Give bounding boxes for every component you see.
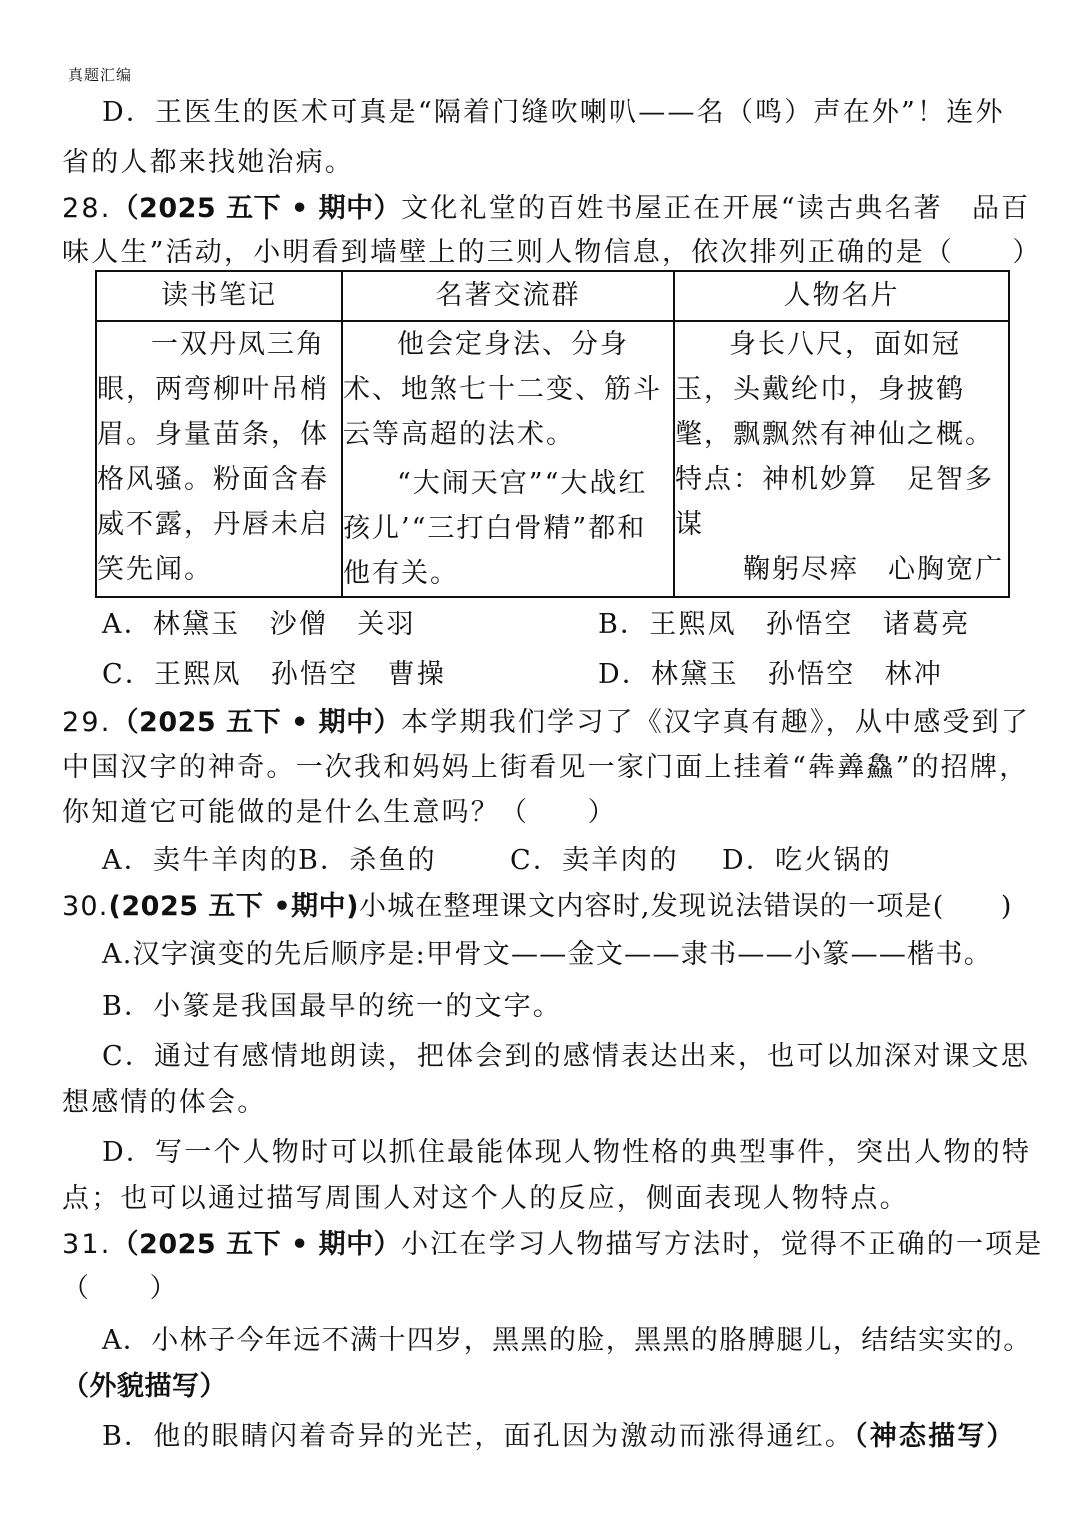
q28-stem-line1 — [62, 186, 1030, 225]
q31-tag: （2025 五下 • 期中） — [111, 1229, 402, 1260]
q31-option-b-tag: （神态描写） — [854, 1421, 1016, 1452]
reading-notes-text: 一双丹凤三角眼，两弯柳叶吊梢眉。身量苗条，体格风骚。粉面含春威不露，丹唇未启笑先闻。 — [97, 329, 329, 585]
q29-stem-line1 — [62, 700, 1030, 739]
q31-option-a-line1: A．小林子今年远不满十四岁，黑黑的脸，黑黑的胳膊腿儿，结结实实的。 — [102, 1325, 1032, 1356]
table-header-character-card: 人物名片 — [674, 271, 1009, 321]
q31-number: 31. — [62, 1229, 112, 1260]
character-card-text-3: 鞠躬尽瘁 心胸宽广 — [743, 554, 1004, 585]
q28-tag: （2025 五下 • 期中） — [111, 193, 402, 224]
q31-option-b — [102, 1414, 1016, 1453]
q30-tag: (2025 五下 •期中) — [108, 891, 359, 922]
q30-option-d-line1: D．写一个人物时可以抓住最能体现人物性格的典型事件，突出人物的特 — [102, 1137, 1032, 1168]
classics-group-cell — [342, 321, 674, 597]
q29-tag: （2025 五下 • 期中） — [111, 707, 402, 738]
q30-option-c-line2: 想感情的体会。 — [62, 1087, 267, 1118]
page-header: 真题汇编 — [68, 66, 133, 84]
q29-stem-line3: 你知道它可能做的是什么生意吗？（ ） — [62, 797, 617, 828]
reading-notes-cell — [96, 321, 342, 597]
q28-option-b: B．王熙凤 孙悟空 诸葛亮 — [598, 609, 971, 640]
q29-option-d: D．吃火锅的 — [722, 845, 892, 876]
q28-text: 文化礼堂的百姓书屋正在开展“读古典名著 品百 — [401, 193, 1031, 224]
q31-stem-line1 — [62, 1222, 1044, 1261]
table-header-reading-notes: 读书笔记 — [96, 271, 342, 321]
q28-option-d: D．林黛玉 孙悟空 林冲 — [598, 659, 944, 690]
q27-option-d-line1: D．王医生的医术可真是“隔着门缝吹喇叭——名（鸣）声在外”！连外 — [102, 97, 1005, 128]
q30-option-c-line1: C．通过有感情地朗读，把体会到的感情表达出来，也可以加深对课文思 — [102, 1041, 1031, 1072]
q28-number: 28. — [62, 193, 112, 224]
character-info-table — [95, 270, 1010, 598]
q29-option-c: C．卖羊肉的 — [510, 845, 679, 876]
q29-stem-line2: 中国汉字的神奇。一次我和妈妈上街看见一家门面上挂着“犇羴鱻”的招牌， — [62, 752, 1029, 783]
q30-text: 小城在整理课文内容时,发现说法错误的一项是( ) — [358, 891, 1013, 922]
q30-option-a: A.汉字演变的先后顺序是:甲骨文——金文——隶书——小篆——楷书。 — [102, 939, 993, 970]
q28-option-a: A．林黛玉 沙僧 关羽 — [102, 609, 416, 640]
q31-option-a-tag: （外貌描写） — [62, 1371, 227, 1402]
classics-group-text-2: “大闹天宫”“大战红孩儿’“三打白骨精”都和他有关。 — [343, 468, 648, 589]
q30-stem — [62, 884, 1013, 923]
table-header-classics-group: 名著交流群 — [342, 271, 674, 321]
q30-option-b: B．小篆是我国最早的统一的文字。 — [102, 991, 563, 1022]
q29-option-a: A．卖牛羊肉的 — [102, 845, 299, 876]
q27-option-d-line2: 省的人都来找她治病。 — [62, 147, 354, 178]
q31-text: 小江在学习人物描写方法时，觉得不正确的一项是 — [401, 1229, 1044, 1260]
character-card-text-1: 身长八尺，面如冠玉，头戴纶巾，身披鹤氅，飘飘然有神仙之概。 — [675, 329, 994, 450]
q31-stem-line2: （ ） — [62, 1273, 179, 1304]
q29-option-b: B．杀鱼的 — [298, 845, 437, 876]
q29-text: 本学期我们学习了《汉字真有趣》，从中感受到了 — [401, 707, 1031, 738]
q28-stem-line2: 味人生”活动，小明看到墙壁上的三则人物信息，依次排列正确的是（ ） — [62, 237, 1042, 268]
character-card-text-2: 特点：神机妙算 足智多谋 — [675, 464, 994, 540]
character-card-cell — [674, 321, 1009, 597]
q29-number: 29. — [62, 707, 112, 738]
q30-number: 30. — [62, 891, 109, 922]
classics-group-text-1: 他会定身法、分身术、地煞七十二变、筋斗云等高超的法术。 — [343, 329, 662, 450]
q31-option-b-text: B．他的眼睛闪着奇异的光芒，面孔因为激动而涨得通红。 — [102, 1421, 855, 1452]
q28-option-c: C．王熙凤 孙悟空 曹操 — [102, 659, 447, 690]
q30-option-d-line2: 点；也可以通过描写周围人对这个人的反应，侧面表现人物特点。 — [62, 1183, 909, 1214]
